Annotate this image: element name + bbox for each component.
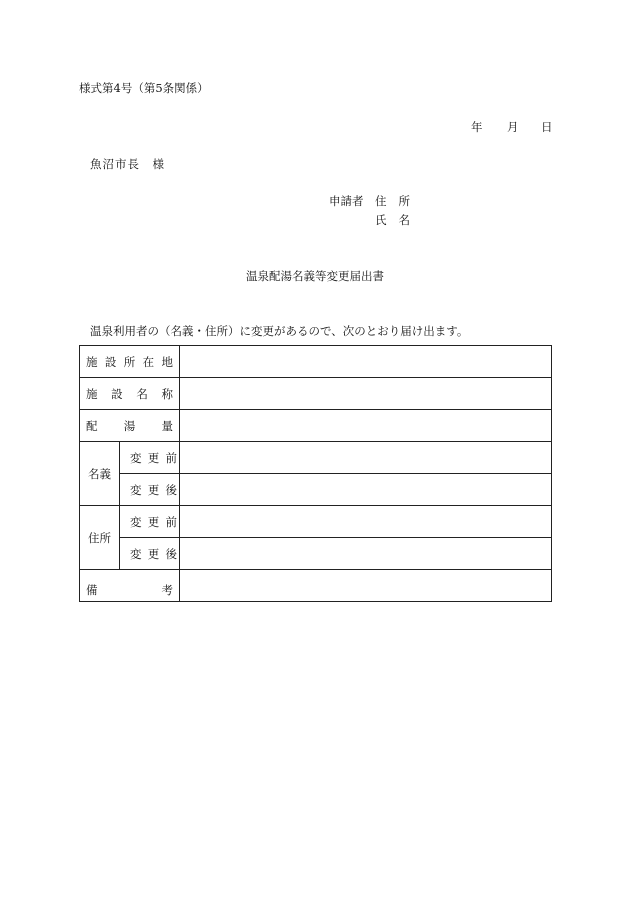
label-char: 設 bbox=[104, 354, 117, 369]
name-after-label-cell bbox=[120, 474, 180, 506]
label-char: 設 bbox=[111, 386, 123, 401]
applicant-name-label bbox=[375, 212, 418, 228]
label-char: 変 bbox=[130, 546, 142, 561]
label-char: 所 bbox=[398, 194, 418, 208]
row-address-after bbox=[80, 538, 552, 570]
address-before-label bbox=[130, 514, 177, 530]
name-group-label: 名義 bbox=[80, 442, 120, 506]
label-char: 更 bbox=[147, 546, 160, 561]
label-char: 所 bbox=[123, 354, 136, 369]
label-char: 前 bbox=[165, 450, 177, 465]
label-char: 更 bbox=[147, 514, 160, 529]
document-title: 温泉配湯名義等変更届出書 bbox=[246, 269, 384, 283]
label-char: 氏 bbox=[375, 213, 395, 227]
label-char: 在 bbox=[142, 354, 155, 369]
row-name-before bbox=[80, 442, 552, 474]
form-number: 様式第4号（第5条関係） bbox=[79, 81, 209, 95]
label-char: 変 bbox=[130, 450, 142, 465]
name-before-label-cell bbox=[120, 442, 180, 474]
applicant-label: 申請者 bbox=[329, 194, 364, 208]
date-day-label: 日 bbox=[541, 120, 553, 134]
supply-amount-value[interactable] bbox=[180, 410, 552, 442]
label-char: 湯 bbox=[123, 418, 136, 433]
label-char: 称 bbox=[161, 386, 173, 401]
date-year-label: 年 bbox=[471, 120, 483, 134]
row-facility-name bbox=[80, 378, 552, 410]
row-name-after bbox=[80, 474, 552, 506]
address-after-label bbox=[130, 546, 177, 562]
remarks-label bbox=[86, 582, 173, 598]
label-char: 名 bbox=[136, 386, 148, 401]
facility-location-label bbox=[86, 354, 173, 370]
label-char: 変 bbox=[130, 514, 142, 529]
address-before-label-cell bbox=[120, 506, 180, 538]
label-char: 変 bbox=[130, 482, 142, 497]
facility-name-value[interactable] bbox=[180, 378, 552, 410]
name-before-label bbox=[130, 450, 177, 466]
label-char: 前 bbox=[165, 514, 177, 529]
facility-location-value[interactable] bbox=[180, 346, 552, 378]
label-char: 量 bbox=[161, 418, 173, 433]
address-after-value[interactable] bbox=[180, 538, 552, 570]
name-after-value[interactable] bbox=[180, 474, 552, 506]
label-char: 更 bbox=[147, 450, 160, 465]
supply-amount-label-cell bbox=[80, 410, 180, 442]
facility-name-label bbox=[86, 386, 173, 402]
row-facility-location bbox=[80, 346, 552, 378]
intro-text: 温泉利用者の（名義・住所）に変更があるので、次のとおり届け出ます。 bbox=[90, 324, 469, 338]
row-remarks bbox=[80, 570, 552, 602]
facility-location-label-cell bbox=[80, 346, 180, 378]
address-before-value[interactable] bbox=[180, 506, 552, 538]
remarks-value[interactable] bbox=[180, 570, 552, 602]
supply-amount-label bbox=[86, 418, 173, 434]
label-char: 備 bbox=[86, 583, 98, 597]
label-char: 後 bbox=[165, 546, 177, 561]
label-char: 後 bbox=[165, 482, 177, 497]
label-char: 地 bbox=[161, 354, 173, 369]
label-char: 住 bbox=[375, 194, 395, 208]
label-char: 配 bbox=[86, 418, 98, 433]
applicant-address-label bbox=[375, 193, 418, 209]
address-group-label: 住所 bbox=[80, 506, 120, 570]
label-char: 名 bbox=[398, 213, 418, 227]
row-address-before bbox=[80, 506, 552, 538]
name-before-value[interactable] bbox=[180, 442, 552, 474]
date-month-label: 月 bbox=[507, 120, 519, 134]
facility-name-label-cell bbox=[80, 378, 180, 410]
row-supply-amount bbox=[80, 410, 552, 442]
label-char: 施 bbox=[86, 386, 98, 401]
label-char: 施 bbox=[86, 354, 98, 369]
addressee: 魚沼市長 様 bbox=[90, 157, 165, 171]
address-after-label-cell bbox=[120, 538, 180, 570]
label-char: 考 bbox=[161, 583, 173, 597]
remarks-label-cell bbox=[80, 570, 180, 602]
name-after-label bbox=[130, 482, 177, 498]
label-char: 更 bbox=[147, 482, 160, 497]
form-table bbox=[79, 345, 552, 602]
